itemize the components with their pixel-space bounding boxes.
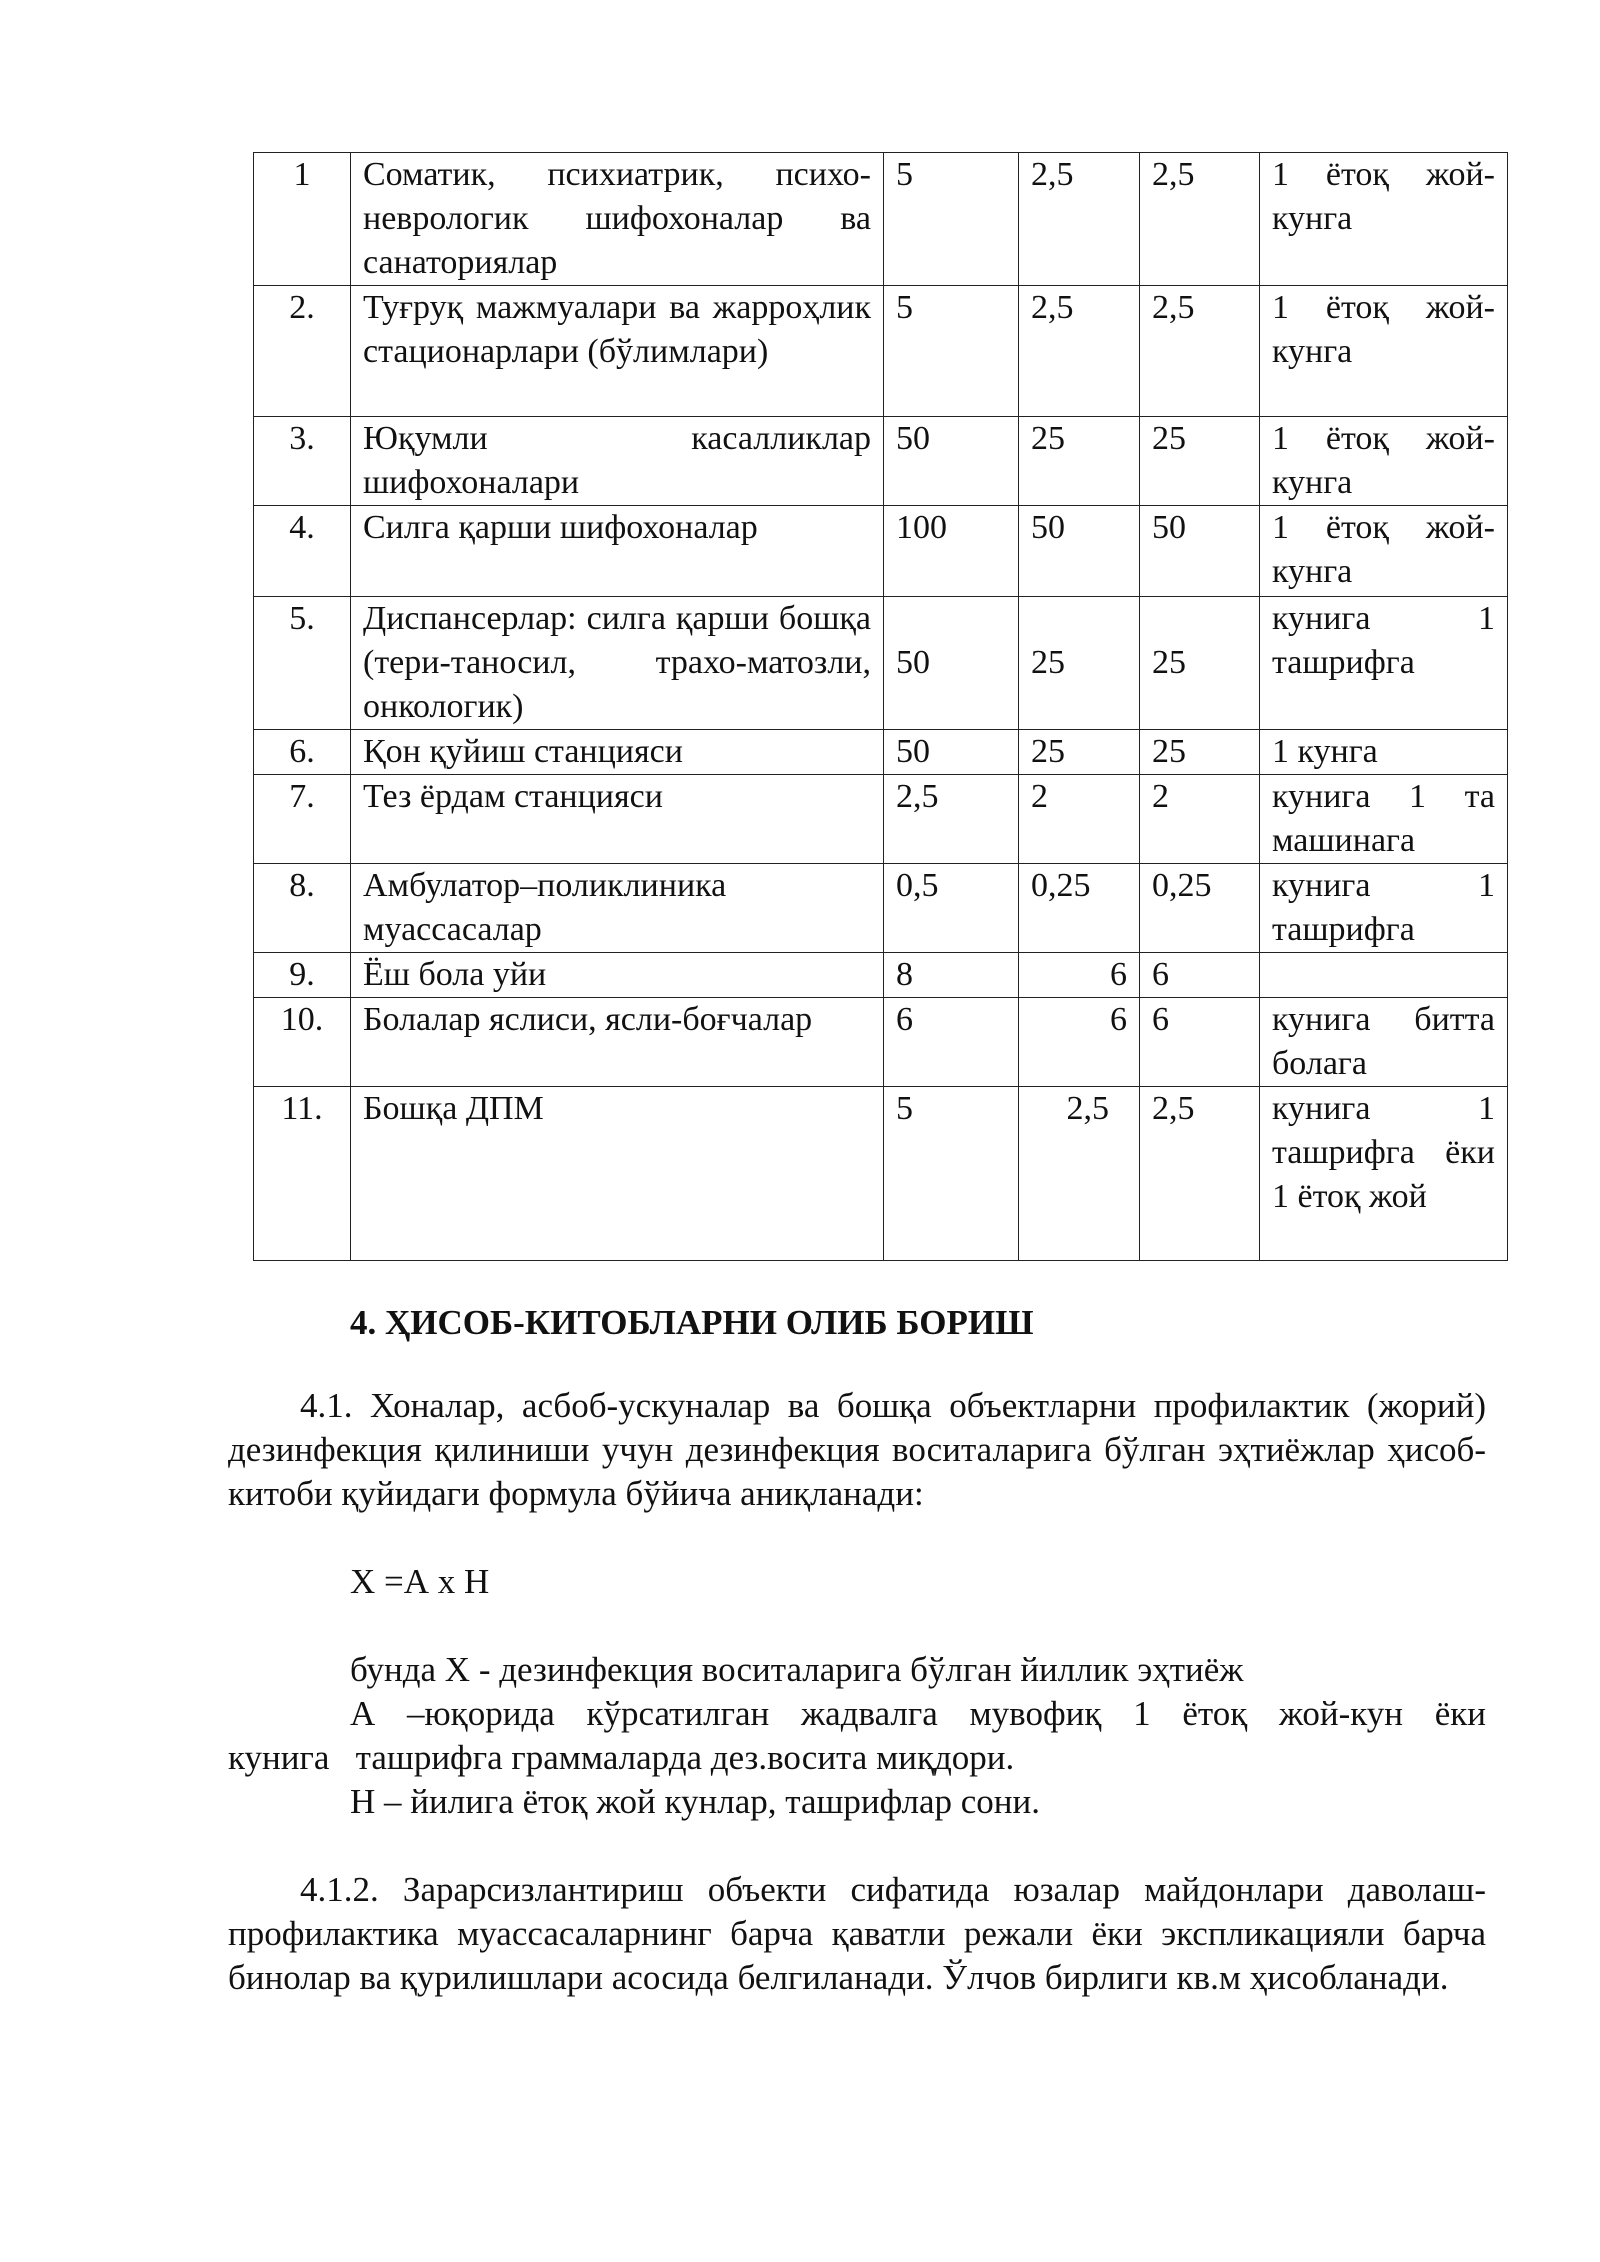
value-a: 5 [884, 286, 1019, 417]
facility-name: Туғруқ мажмуалари ва жарроҳлик стационарлари (бўлимлари) [351, 286, 884, 417]
row-number: 7. [254, 775, 351, 864]
table-row [254, 953, 1508, 998]
table-row [254, 153, 1508, 286]
facility-name: Бошқа ДПМ [351, 1087, 884, 1261]
row-number: 5. [254, 597, 351, 730]
value-c: 2 [1140, 775, 1260, 864]
value-a: 2,5 [884, 775, 1019, 864]
definition-x: бунда Х - дезинфекция воситаларига бўлган йиллик эҳтиёж [350, 1650, 1244, 1689]
value-b: 2 [1019, 775, 1140, 864]
value-c: 6 [1140, 998, 1260, 1087]
row-number: 11. [254, 1087, 351, 1261]
paragraph-4-1-2: 4.1.2. Зарарсизлантириш объекти сифатида юзалар майдонлари даволаш-профилактика муассасаларнинг барча қаватли режали ёки экспликацияли барча бинолар ва қурилишлари асосида белгиланади. Ўлчов бирлиги кв.м ҳисобланади. [228, 1870, 1486, 1997]
value-b: 50 [1019, 506, 1140, 597]
table-row [254, 775, 1508, 864]
table-row [254, 417, 1508, 506]
facility-name: Тез ёрдам станцияси [351, 775, 884, 864]
value-a: 50 [884, 417, 1019, 506]
value-c: 2,5 [1140, 286, 1260, 417]
row-number: 3. [254, 417, 351, 506]
row-number: 2. [254, 286, 351, 417]
value-a: 6 [884, 998, 1019, 1087]
unit-basis: 1 ётоқ жой-кунга [1260, 417, 1508, 506]
value-a: 50 [884, 597, 1019, 730]
table-row [254, 1087, 1508, 1261]
value-a: 5 [884, 1087, 1019, 1261]
value-b: 25 [1019, 597, 1140, 730]
facility-name: Соматик, психиатрик, психо-неврологик шифохоналар ва санаториялар [351, 153, 884, 286]
value-a: 100 [884, 506, 1019, 597]
disinfectant-norms-table [253, 152, 1508, 1261]
value-a: 50 [884, 730, 1019, 775]
unit-basis: кунига 1 ташрифга [1260, 864, 1508, 953]
unit-basis: кунига 1 та машинага [1260, 775, 1508, 864]
value-a: 5 [884, 153, 1019, 286]
value-c: 2,5 [1140, 153, 1260, 286]
unit-basis: 1 ётоқ жой-кунга [1260, 506, 1508, 597]
facility-name: Амбулатор–поликлиника муассасалар [351, 864, 884, 953]
table-row [254, 864, 1508, 953]
value-b: 6 [1019, 998, 1140, 1087]
unit-basis: 1 кунга [1260, 730, 1508, 775]
section-heading: 4. ҲИСОБ-КИТОБЛАРНИ ОЛИБ БОРИШ [350, 1303, 1034, 1342]
definition-a-line2: кунига ташрифга граммаларда дез.восита миқдори. [228, 1738, 1015, 1777]
value-c: 25 [1140, 417, 1260, 506]
definition-h: Н – йилига ётоқ жой кунлар, ташрифлар сони. [350, 1782, 1040, 1821]
facility-name: Юқумли касалликлар шифохоналари [351, 417, 884, 506]
facility-name: Диспансерлар: силга қарши бошқа (тери-таносил, трахо-матозли, онкологик) [351, 597, 884, 730]
unit-basis: кунига битта болага [1260, 998, 1508, 1087]
value-b: 2,5 [1019, 153, 1140, 286]
value-b: 2,5 [1019, 1087, 1140, 1261]
row-number: 10. [254, 998, 351, 1087]
row-number: 6. [254, 730, 351, 775]
facility-name: Болалар яслиси, ясли-боғчалар [351, 998, 884, 1087]
table-row [254, 506, 1508, 597]
unit-basis [1260, 953, 1508, 998]
facility-name: Силга қарши шифохоналар [351, 506, 884, 597]
value-c: 25 [1140, 730, 1260, 775]
value-c: 2,5 [1140, 1087, 1260, 1261]
unit-basis: 1 ётоқ жой-кунга [1260, 153, 1508, 286]
value-a: 8 [884, 953, 1019, 998]
table-row [254, 730, 1508, 775]
unit-basis: кунига 1 ташрифга [1260, 597, 1508, 730]
unit-basis: кунига 1 ташрифга ёки 1 ётоқ жой [1260, 1087, 1508, 1261]
table-row [254, 597, 1508, 730]
value-b: 6 [1019, 953, 1140, 998]
value-c: 0,25 [1140, 864, 1260, 953]
row-number: 4. [254, 506, 351, 597]
row-number: 8. [254, 864, 351, 953]
unit-basis: 1 ётоқ жой-кунга [1260, 286, 1508, 417]
table-row [254, 998, 1508, 1087]
value-a: 0,5 [884, 864, 1019, 953]
value-b: 0,25 [1019, 864, 1140, 953]
facility-name: Ёш бола уйи [351, 953, 884, 998]
definition-a-line1: А –юқорида кўрсатилган жадвалга мувофиқ 1 ётоқ жой-кун ёки [350, 1694, 1486, 1733]
value-c: 25 [1140, 597, 1260, 730]
paragraph-4-1: 4.1. Хоналар, асбоб-ускуналар ва бошқа объектларни профилактик (жорий) дезинфекция қилиниши учун дезинфекция воситаларига бўлган эҳтиёжлар ҳисоб-китоби қуйидаги формула бўйича аниқланади: [228, 1386, 1486, 1513]
row-number: 1 [254, 153, 351, 286]
value-b: 25 [1019, 730, 1140, 775]
value-b: 25 [1019, 417, 1140, 506]
table-row [254, 286, 1508, 417]
value-c: 50 [1140, 506, 1260, 597]
facility-name: Қон қуйиш станцияси [351, 730, 884, 775]
formula: Х =А х Н [350, 1562, 490, 1601]
value-c: 6 [1140, 953, 1260, 998]
value-b: 2,5 [1019, 286, 1140, 417]
row-number: 9. [254, 953, 351, 998]
